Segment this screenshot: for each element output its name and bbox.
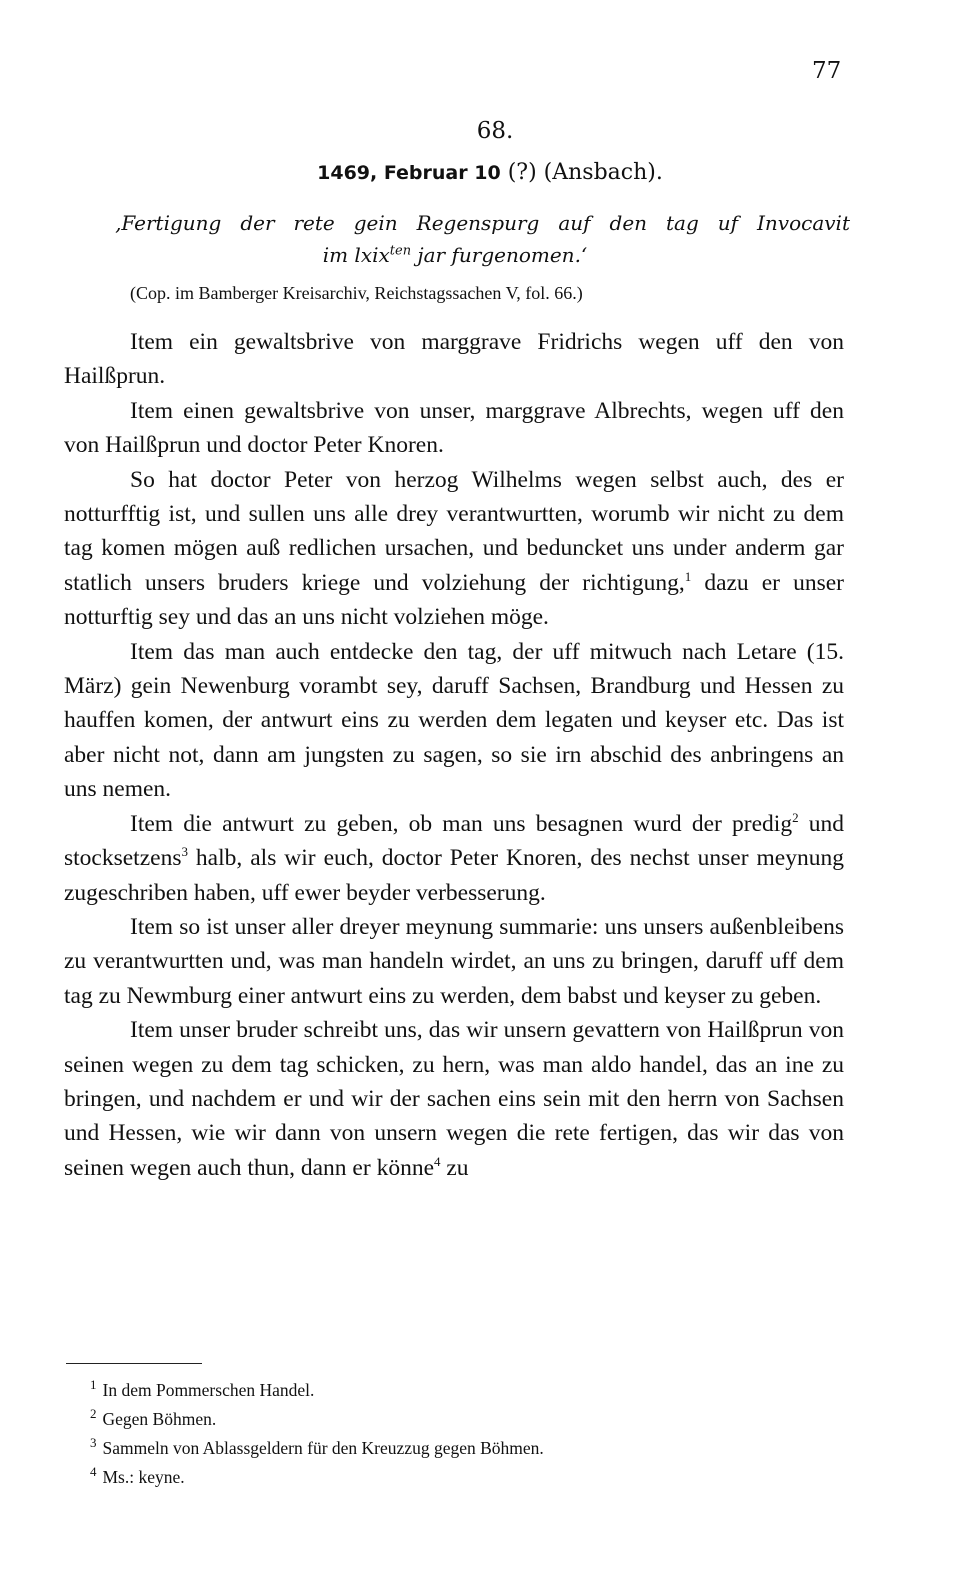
document-title: [60, 207, 850, 271]
paragraph: So hat doctor Peter von herzog Wilhelms wegen selbst auch, des er notturfftig ist, und sullen uns alle drey verantwurtten, worumb wir nicht zu dem tag komen mögen auß redlichen ursachen, und beduncket uns under anderm gar statlich unsers bruders kriege und volziehung der richtigung,$^1$ dazu er unser notturftig sey und das an uns nicht volziehen möge.: [64, 466, 844, 631]
paragraph: Item unser bruder schreibt uns, das wir unsern gevattern von Hailßprun von seinen wegen zu dem tag schicken, zu hern, was man aldo handel, das an ine zu bringen, und nachdem er und wir der sachen eins sein mit den herrn von Sachsen und Hessen, wie wir dann von unsern wegen die rete fertigen, das wir das von seinen wegen auch thun, dann er könne$^4$ zu: [64, 1017, 844, 1181]
footnote-ref: 2: [792, 809, 799, 825]
date: 1469, Februar 10: [317, 162, 501, 184]
place: (Ansbach).: [543, 160, 663, 185]
date-qualifier: (?): [507, 160, 537, 185]
paragraph: Item einen gewaltsbrive von unser, marggrave Albrechts, wegen uff den von Hailßprun und doctor Peter Knoren.: [64, 397, 844, 459]
footnote-ref: 1: [684, 569, 692, 585]
footnote: $^3$ Sammeln von Ablassgeldern für den Kreuzzug gegen Böhmen.: [90, 1435, 544, 1458]
footnote-ref: 3: [181, 844, 188, 860]
title-line-1: ‚Fertigung der rete gein Regenspurg auf den tag uf Invocavit: [115, 211, 850, 235]
footnote: $^2$ Gegen Böhmen.: [90, 1406, 217, 1429]
source-citation: (Cop. im Bamberger Kreisarchiv, Reichstagssachen V, fol. 66.): [130, 283, 583, 303]
paragraph: Item ein gewaltsbrive von marggrave Fridrichs wegen uff den von Hailßprun.: [64, 329, 844, 390]
footnote: $^1$ In dem Pommerschen Handel.: [90, 1377, 315, 1400]
document-number: 68.: [476, 118, 514, 144]
paragraph: Item so ist unser aller dreyer meynung summarie: uns unsers außenbleibens zu verantwurtten und, was man handeln wirdet, an uns zu bringen, daruff uff dem tag zu Newmburg einer antwurt eins zu werden, dem babst und keyser zu geben.: [64, 913, 844, 1009]
title-line-2: im lxix$^{ten}$ jar furgenomen.‘: [322, 243, 588, 267]
page-number: 77: [812, 58, 842, 84]
footnote: $^4$ Ms.: keyne.: [90, 1464, 185, 1487]
footnotes: [90, 1376, 850, 1492]
footnote-divider: [66, 1363, 202, 1364]
paragraph: Item das man auch entdecke den tag, der uff mitwuch nach Letare (15. März) gein Newenburg vorambt sey, daruff Sachsen, Brandburg und Hessen zu hauffen komen, der antwurt eins zu werden dem legaten und keyser etc. Das ist aber nicht not, dann am jungsten zu sagen, so sie irn abschid des anbringens an uns nemen.: [64, 638, 844, 803]
date-header: [0, 160, 960, 185]
footnote-ref: 4: [434, 1153, 441, 1169]
body-text: [64, 325, 844, 1185]
paragraph: Item die antwurt zu geben, ob man uns besagnen wurd der predig$^2$ und stocksetzens$^3$ halb, als wir euch, doctor Peter Knoren, des nechst unser meynung zugeschriben haben, uff ewer beyder verbesserung.: [64, 809, 845, 906]
